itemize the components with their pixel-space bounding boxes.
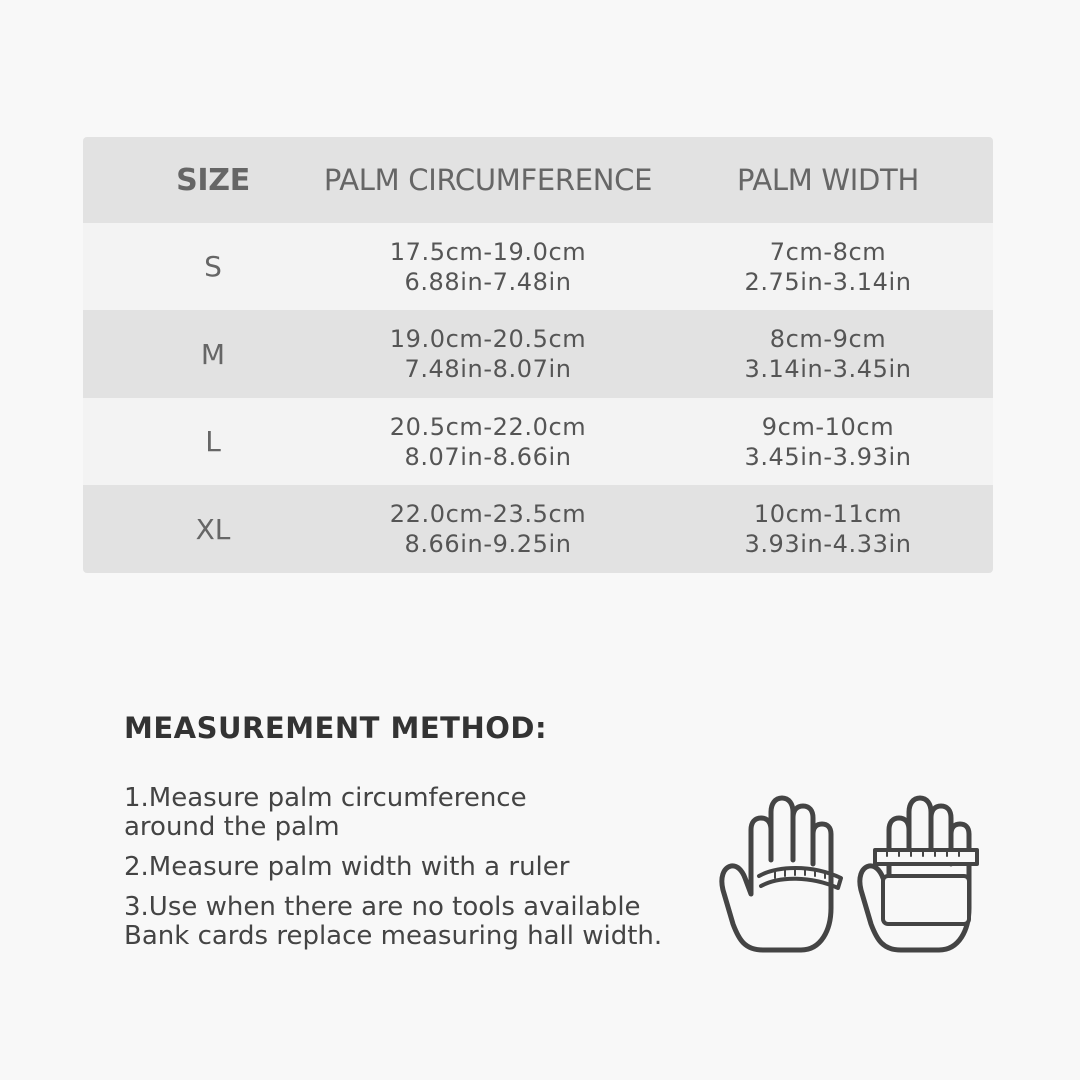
step-3-line-1: 3.Use when there are no tools available xyxy=(124,892,641,922)
size-label: S xyxy=(204,250,222,283)
circumference-in: 8.66in-9.25in xyxy=(404,530,572,558)
circumference-in: 6.88in-7.48in xyxy=(404,267,572,296)
circumference-cm: 22.0cm-23.5cm xyxy=(389,500,587,528)
circumference-in: 7.48in-8.07in xyxy=(404,355,572,383)
step-3-line-2: Bank cards replace measuring hall width. xyxy=(124,921,663,951)
width-in: 3.45in-3.93in xyxy=(744,442,912,471)
width-cm: 9cm-10cm xyxy=(761,412,895,441)
hand-tape-measure-icon xyxy=(722,798,841,950)
header-palm-width: PALM WIDTH xyxy=(737,163,919,197)
size-label: M xyxy=(200,337,226,371)
width-in: 2.75in-3.14in xyxy=(744,267,912,296)
circumference-cm: 17.5cm-19.0cm xyxy=(389,237,587,266)
step-2 xyxy=(124,853,704,882)
measurement-method-title: MEASUREMENT METHOD: xyxy=(124,711,548,745)
size-label: XL xyxy=(195,512,231,546)
width-in: 3.93in-4.33in xyxy=(744,530,912,558)
table-row xyxy=(83,223,993,310)
width-cm: 10cm-11cm xyxy=(753,500,903,528)
measurement-steps xyxy=(124,784,704,962)
step-3 xyxy=(124,893,704,951)
step-1-line-1: 1.Measure palm circumference xyxy=(124,783,527,813)
circumference-cm: 20.5cm-22.0cm xyxy=(389,412,587,441)
step-2-line-1: 2.Measure palm width with a ruler xyxy=(124,852,570,882)
step-1-line-2: around the palm xyxy=(124,812,340,842)
table-row xyxy=(83,310,993,398)
width-in: 3.14in-3.45in xyxy=(744,355,912,383)
circumference-cm: 19.0cm-20.5cm xyxy=(389,325,587,353)
step-1 xyxy=(124,784,704,842)
table-header-row xyxy=(83,137,993,223)
header-palm-circumference: PALM CIRCUMFERENCE xyxy=(323,163,653,197)
header-size: SIZE xyxy=(176,162,250,198)
hand-illustrations xyxy=(715,790,995,960)
table-row xyxy=(83,398,993,485)
size-label: L xyxy=(205,425,221,458)
hand-ruler-icon xyxy=(860,798,977,950)
table-row xyxy=(83,485,993,573)
width-cm: 7cm-8cm xyxy=(769,237,887,266)
size-chart-table xyxy=(83,137,993,573)
width-cm: 8cm-9cm xyxy=(769,325,887,353)
circumference-in: 8.07in-8.66in xyxy=(404,442,572,471)
